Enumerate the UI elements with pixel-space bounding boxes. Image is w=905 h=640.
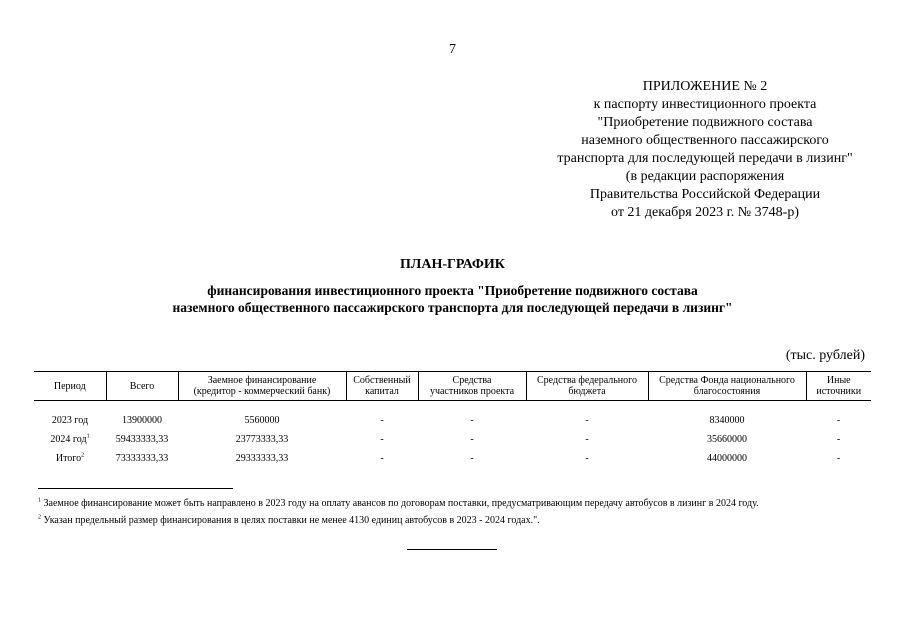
column-header-loan: Заемное финансирование (кредитор - коммерческий банк) [178,372,346,401]
appendix-line: (в редакции распоряжения [625,169,785,184]
appendix-line: Правительства Российской Федерации [589,187,821,202]
page-number: 7 [449,42,456,57]
footnote-1 [38,498,759,509]
cell-period: 2024 год$^1$ [50,433,90,445]
cell-total: 13900000 [122,415,162,426]
appendix-line: к паспорту инвестиционного проекта [593,97,817,112]
cell-loan: 5560000 [244,415,280,426]
column-header-federal-budget: Средства федерального бюджета [526,372,648,401]
cell-loan: 29333333,33 [235,453,289,464]
cell-own-capital: - [380,415,384,426]
column-header-national-fund: Средства Фонда национального благосостояния [648,372,806,401]
financing-table [34,371,871,468]
appendix-line: "Приобретение подвижного состава [597,115,813,130]
cell-period: 2023 год [51,415,89,426]
appendix-line: ПРИЛОЖЕНИЕ № 2 [642,79,768,94]
cell-period: Итого$^2$ [55,452,85,464]
footnote-text: Указан предельный размер финансирования в целях поставки не менее 4130 единиц автобусов в 2023 - 2024 годах.". [43,515,540,526]
document-subtitle [0,282,905,316]
cell-other: - [836,453,841,464]
cell-participants: - [470,453,474,464]
cell-own-capital: - [380,434,384,445]
appendix-line: от 21 декабря 2023 г. № 3748-р) [611,205,799,220]
appendix-header [520,78,890,222]
cell-other: - [836,415,841,426]
footnote-ref: 1 [86,433,90,440]
cell-participants: - [470,415,474,426]
column-header-participants: Средства участников проекта [418,372,526,401]
cell-participants: - [470,434,474,445]
units-label: (тыс. рублей) [785,348,865,363]
cell-own-capital: - [380,453,384,464]
column-header-period: Период [34,372,106,401]
appendix-line: транспорта для последующей передачи в лизинг" [557,151,853,166]
cell-national-fund: 44000000 [707,453,747,464]
cell-loan: 23773333,33 [235,434,289,445]
column-header-own-capital: Собственный капитал [346,372,418,401]
cell-federal-budget: - [585,453,589,464]
subtitle-line: наземного общественного пассажирского транспорта для последующей передачи в лизинг" [172,300,733,315]
appendix-line: наземного общественного пассажирского [581,133,829,148]
footnote-ref: 2 [81,452,85,459]
subtitle-line: финансирования инвестиционного проекта "Приобретение подвижного состава [207,283,698,298]
cell-federal-budget: - [585,434,589,445]
footnote-separator [38,488,233,489]
cell-total: 59433333,33 [115,434,169,445]
table-header-row [34,372,871,401]
footnote-2 [38,515,540,526]
cell-national-fund: 8340000 [709,415,745,426]
cell-total: 73333333,33 [115,453,169,464]
table-row [34,430,871,449]
document-title: ПЛАН-ГРАФИК [400,257,505,272]
footnote-mark: 2 [38,514,41,521]
column-header-total: Всего [106,372,178,401]
table-row [34,449,871,468]
end-separator [407,549,497,550]
cell-national-fund: 35660000 [707,434,747,445]
column-header-other: Иные источники [806,372,871,401]
cell-other: - [836,434,841,445]
table-row [34,411,871,430]
cell-federal-budget: - [585,415,589,426]
footnote-mark: 1 [38,497,41,504]
footnote-text: Заемное финансирование может быть направлено в 2023 году на оплату авансов по договорам поставки, предусматривающим передачу автобусов в лизинг в 2024 году. [43,498,759,509]
